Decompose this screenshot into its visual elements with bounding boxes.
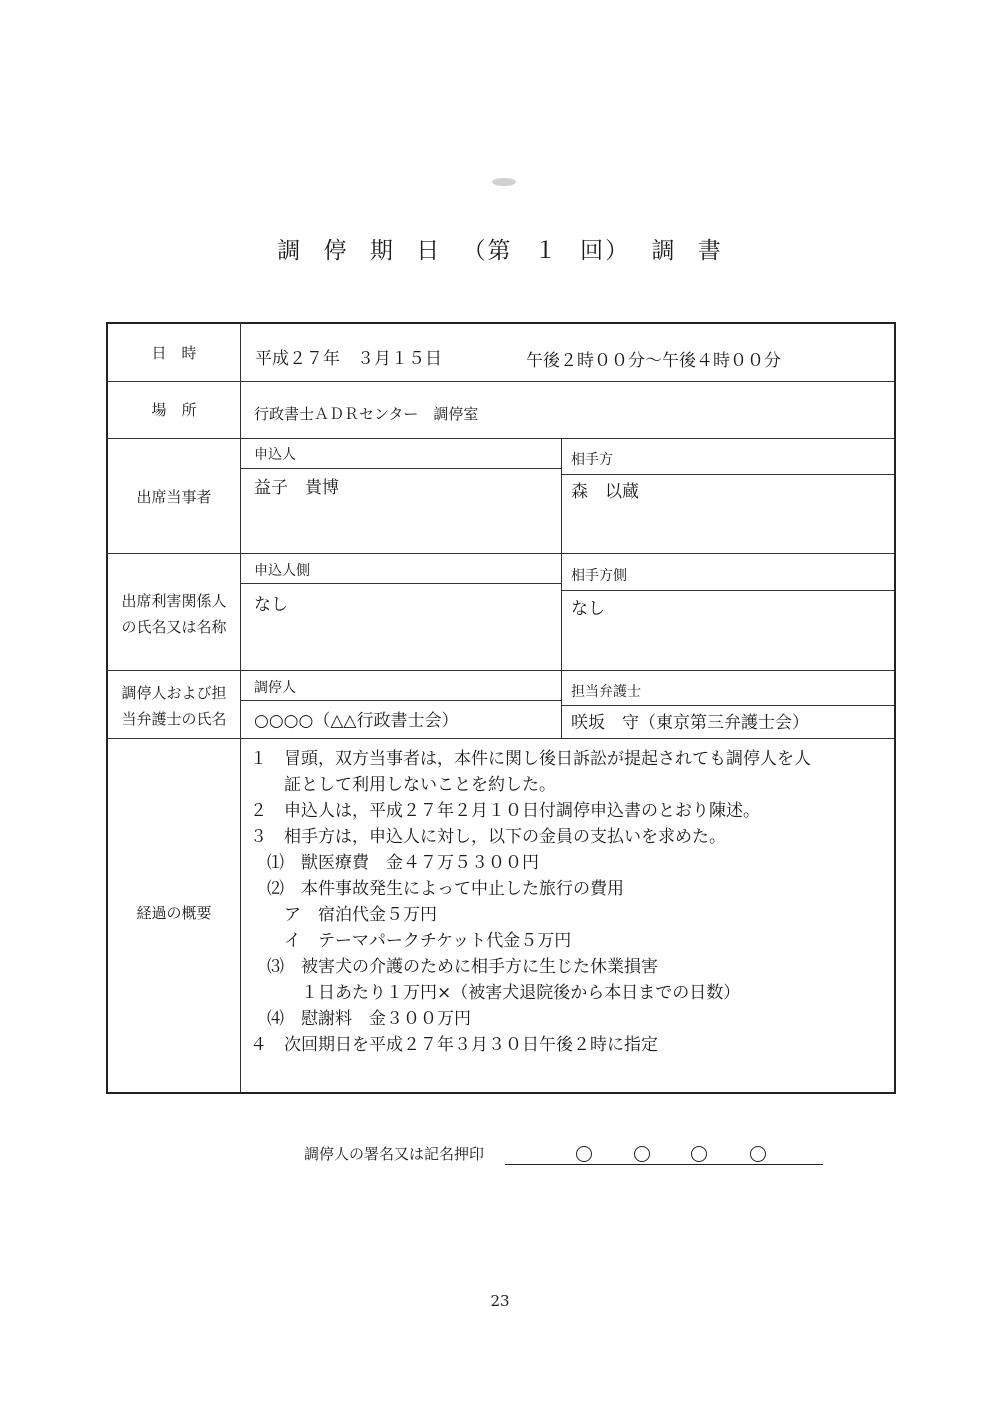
subheader-divider <box>240 468 562 469</box>
row-divider <box>106 670 894 671</box>
title-char: 期 <box>369 238 395 264</box>
place-label: 場 所 <box>151 401 197 419</box>
mediator-name: ○○○○（△△行政書士会） <box>254 711 459 731</box>
mediator-label <box>108 680 240 732</box>
summary-line: ⑵ 本件事故発生によって中止した旅行の費用 <box>250 879 624 899</box>
applicant-side-header: 申込人側 <box>254 563 310 579</box>
stakeholders-label-line1: 出席利害関係人 <box>121 592 227 610</box>
datetime-time: 午後２時００分～午後４時００分 <box>526 351 781 371</box>
mediator-label-line2: 当弁護士の氏名 <box>121 710 227 728</box>
seal-mark-icon <box>576 1146 592 1162</box>
title-char: 停 <box>323 238 349 264</box>
datetime-date: 平成２７年 ３月１５日 <box>255 349 442 369</box>
place-value: 行政書士ＡＤＲセンター 調停室 <box>254 405 479 423</box>
title-char: 調 <box>651 238 677 264</box>
attorney-header: 担当弁護士 <box>571 684 641 700</box>
row-divider <box>106 553 894 554</box>
summary-line: ２ 申込人は，平成２７年２月１０日付調停申込書のとおり陳述。 <box>250 801 760 821</box>
signature-label: 調停人の署名又は記名押印 <box>304 1145 485 1163</box>
document-title <box>0 232 1000 265</box>
title-char: 調 <box>277 238 303 264</box>
seal-mark-icon <box>750 1146 766 1162</box>
applicant-name: 益子 貴博 <box>254 478 339 498</box>
summary-line: ⑶ 被害犬の介護のために相手方に生じた休業損害 <box>250 957 658 977</box>
stakeholders-label-line2: の氏名又は名称 <box>121 618 227 636</box>
row-divider <box>106 738 894 739</box>
summary-line: 証として利用しないことを約した。 <box>250 775 556 795</box>
party-column-divider <box>561 438 562 553</box>
respondent-header: 相手方 <box>571 452 613 468</box>
summary-line: ３ 相手方は，申込人に対し，以下の金員の支払いを求めた。 <box>250 827 726 847</box>
summary-line: イ テーマパークチケット代金５万円 <box>250 931 572 951</box>
mediator-header: 調停人 <box>254 680 296 696</box>
signature-line <box>505 1164 823 1165</box>
respondent-side-value: なし <box>571 599 605 619</box>
parties-label: 出席当事者 <box>136 488 212 506</box>
summary-line: ４ 次回期日を平成２７年３月３０日午後２時に指定 <box>250 1035 658 1055</box>
scan-smudge <box>492 178 516 186</box>
summary-body <box>250 746 890 1058</box>
title-char: 日 <box>416 238 442 264</box>
title-char: 回） <box>580 238 631 264</box>
subheader-divider <box>240 700 562 701</box>
page-number: 23 <box>490 1292 510 1310</box>
datetime-label: 日 時 <box>151 344 197 362</box>
applicant-side-value: なし <box>254 595 288 615</box>
subheader-divider <box>240 583 562 584</box>
summary-label: 経過の概要 <box>136 904 212 922</box>
summary-line: ⑷ 慰謝料 金３００万円 <box>250 1009 471 1029</box>
applicant-header: 申込人 <box>254 447 296 463</box>
subheader-divider <box>562 590 894 591</box>
party-column-divider <box>561 553 562 670</box>
respondent-name: 森 以蔵 <box>571 482 639 502</box>
title-char: １ <box>533 238 559 264</box>
mediator-label-line1: 調停人および担 <box>121 684 227 702</box>
title-char: （第 <box>462 238 513 264</box>
summary-line: ⑴ 獣医療費 金４７万５３００円 <box>250 853 539 873</box>
subheader-divider <box>562 474 894 475</box>
row-divider <box>106 438 894 439</box>
respondent-side-header: 相手方側 <box>571 568 627 584</box>
summary-line: ア 宿泊代金５万円 <box>250 905 437 925</box>
subheader-divider <box>562 705 894 706</box>
seal-mark-icon <box>634 1146 650 1162</box>
attorney-name: 咲坂 守（東京第三弁護士会） <box>571 713 809 733</box>
party-column-divider <box>561 670 562 738</box>
summary-line: １日あたり１万円×（被害犬退院後から本日までの日数） <box>250 983 741 1003</box>
row-divider <box>106 381 894 382</box>
stakeholders-label <box>108 588 240 640</box>
title-char: 書 <box>697 238 723 264</box>
summary-line: １ 冒頭，双方当事者は，本件に関し後日訴訟が提起されても調停人を人 <box>250 749 811 769</box>
seal-mark-icon <box>691 1146 707 1162</box>
